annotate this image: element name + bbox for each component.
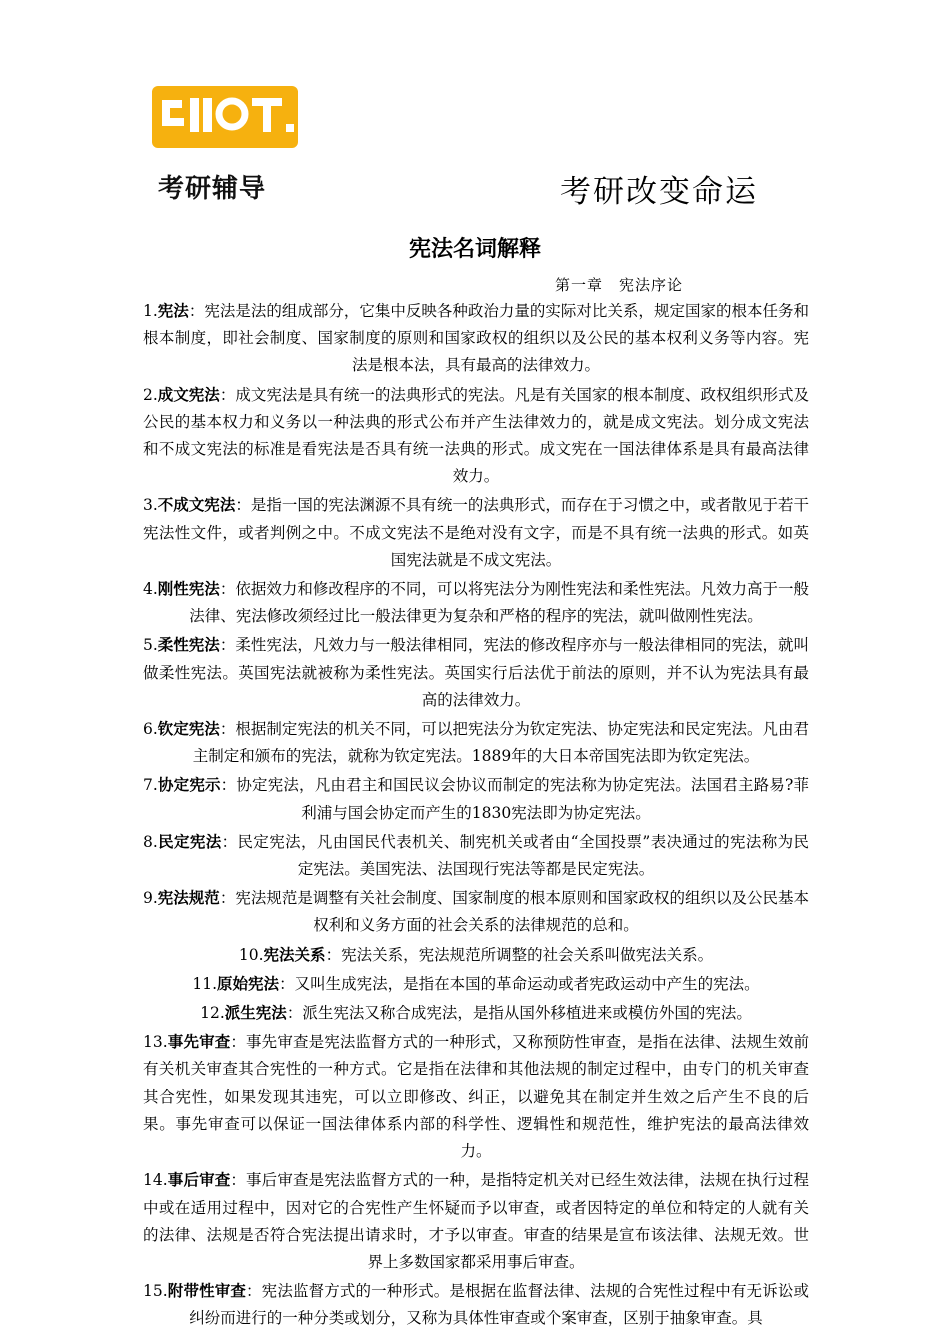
entry-11: 11.原始宪法：又叫生成宪法，是指在本国的革命运动或者宪政运动中产生的宪法。 [192, 974, 760, 993]
entry-text: 宪法规范是调整有关社会制度、国家制度的根本原则和国家政权的组织以及公民基本权利和义务方面的社会关系的法律规范的总和。 [235, 889, 809, 935]
entry-term: 不成文宪法 [157, 496, 236, 515]
entry-text: 依据效力和修改程序的不同，可以将宪法分为刚性宪法和柔性宪法。凡效力高于一般法律、宪法修改须经过比一般法律更为复杂和严格的程序的宪法，就叫做刚性宪法。 [189, 580, 809, 626]
entry-term: 派生宪法 [224, 1004, 287, 1023]
entry-term: 原始宪法 [217, 974, 280, 993]
slogan: 考研改变命运 [560, 174, 758, 210]
entry-text: 宪法监督方式的一种形式。是根据在监督法律、法规的合宪性过程中有无诉讼或纠纷而进行的一种分类或划分，又称为具体性审查或个案审查，区别于抽象审查。具 [189, 1282, 809, 1328]
entry-term: 宪法规范 [157, 889, 220, 908]
entry-text: 派生宪法又称合成宪法，是指从国外移植进来或模仿外国的宪法。 [302, 1004, 752, 1023]
logo [150, 80, 310, 204]
entry-term: 协定宪示 [157, 776, 221, 795]
entry-text: 根据制定宪法的机关不同，可以把宪法分为钦定宪法、协定宪法和民定宪法。凡由君主制定和颁布的宪法，就称为钦定宪法。1889年的大日本帝国宪法即为钦定宪法。 [192, 720, 809, 766]
entry-7: 7.协定宪示：协定宪法，凡由君主和国民议会协议而制定的宪法称为协定宪法。法国君主路易?菲利浦与国会协定而产生的1830宪法即为协定宪法。 [143, 776, 809, 822]
entry-list [143, 298, 809, 1335]
entry-10: 10.宪法关系：宪法关系，宪法规范所调整的社会关系叫做宪法关系。 [238, 945, 714, 964]
entry-2: 2.成文宪法：成文宪法是具有统一的法典形式的宪法。凡是有关国家的根本制度、政权组织形式及公民的基本权力和义务以一种法典的形式公布并产生法律效力的，就是成文宪法。划分成文宪法和不成文宪法的标准是看宪法是否具有统一法典的形式。成文宪在一国法律体系是具有最高法律效力。 [143, 385, 809, 486]
kaicheng-logo-icon [150, 80, 300, 152]
entry-term: 民定宪法 [157, 832, 222, 851]
entry-text: 宪法关系，宪法规范所调整的社会关系叫做宪法关系。 [341, 945, 714, 964]
entry-term: 附带性审查 [167, 1282, 247, 1301]
entry-6: 6.钦定宪法：根据制定宪法的机关不同，可以把宪法分为钦定宪法、协定宪法和民定宪法。凡由君主制定和颁布的宪法，就称为钦定宪法。1889年的大日本帝国宪法即为钦定宪法。 [143, 720, 809, 766]
entry-8: 8.民定宪法：民定宪法，凡由国民代表机关、制宪机关或者由“全国投票”表决通过的宪法称为民定宪法。美国宪法、法国现行宪法等都是民定宪法。 [143, 832, 809, 879]
chapter-heading: 第一章 宪法序论 [555, 276, 684, 294]
entry-15: 15.附带性审查：宪法监督方式的一种形式。是根据在监督法律、法规的合宪性过程中有无诉讼或纠纷而进行的一种分类或划分，又称为具体性审查或个案审查，区别于抽象审查。具 [143, 1282, 809, 1328]
entry-term: 柔性宪法 [157, 636, 220, 655]
entry-term: 钦定宪法 [157, 720, 220, 739]
entry-1: 1.宪法：宪法是法的组成部分，它集中反映各种政治力量的实际对比关系，规定国家的根本任务和根本制度，即社会制度、国家制度的原则和国家政权的组织以及公民的基本权利义务等内容。宪法是根本法，具有最高的法律效力。 [143, 302, 809, 375]
entry-13: 13.事先审查：事先审查是宪法监督方式的一种形式，又称预防性审查，是指在法律、法规生效前有关机关审查其合宪性的一种方式。它是指在法律和其他法规的制定过程中，由专门的机关审查其合宪性，如果发现其违宪，可以立即修改、纠正，以避免其在制定并生效之后产生不良的后果。事先审查可以保证一国法律体系内部的科学性、逻辑性和规范性，维护宪法的最高法律效力。 [143, 1033, 809, 1161]
entry-text: 事后审查是宪法监督方式的一种，是指特定机关对已经生效法律，法规在执行过程中或在适用过程中，因对它的合宪性产生怀疑而予以审查，或者因特定的单位和特定的人就有关的法律、法规是否符合宪法提出请求时，才予以审查。审查的结果是宣布该法律、法规无效。世界上多数国家都采用事后审查。 [143, 1171, 809, 1271]
page-title: 宪法名词解释 [408, 237, 541, 262]
entry-term: 事后审查 [167, 1171, 231, 1190]
entry-text: 成文宪法是具有统一的法典形式的宪法。凡是有关国家的根本制度、政权组织形式及公民的基本权力和义务以一种法典的形式公布并产生法律效力的，就是成文宪法。划分成文宪法和不成文宪法的标准是看宪法是否具有统一法典的形式。成文宪在一国法律体系是具有最高法律效力。 [143, 385, 809, 486]
entry-5: 5.柔性宪法：柔性宪法，凡效力与一般法律相同，宪法的修改程序亦与一般法律相同的宪法，就叫做柔性宪法。英国宪法就被称为柔性宪法。英国实行后法优于前法的原则，并不认为宪法具有最高的法律效力。 [143, 636, 809, 709]
entry-text: 又叫生成宪法，是指在本国的革命运动或者宪政运动中产生的宪法。 [294, 974, 760, 993]
entry-term: 事先审查 [167, 1033, 231, 1052]
entry-text: 宪法是法的组成部分，它集中反映各种政治力量的实际对比关系，规定国家的根本任务和根本制度，即社会制度、国家制度的原则和国家政权的组织以及公民的基本权利义务等内容。宪法是根本法，具有最高的法律效力。 [143, 302, 809, 375]
entry-3: 3.不成文宪法：是指一国的宪法渊源不具有统一的法典形式，而存在于习惯之中，或者散见于若干宪法性文件，或者判例之中。不成文宪法不是绝对没有文字，而是不具有统一法典的形式。如英国宪法就是不成文宪法。 [143, 496, 809, 569]
logo-caption: 考研辅导 [158, 174, 267, 204]
entry-4: 4.刚性宪法：依据效力和修改程序的不同，可以将宪法分为刚性宪法和柔性宪法。凡效力高于一般法律、宪法修改须经过比一般法律更为复杂和严格的程序的宪法，就叫做刚性宪法。 [143, 580, 809, 626]
entry-term: 成文宪法 [157, 385, 220, 404]
entry-text: 柔性宪法，凡效力与一般法律相同，宪法的修改程序亦与一般法律相同的宪法，就叫做柔性宪法。英国宪法就被称为柔性宪法。英国实行后法优于前法的原则，并不认为宪法具有最高的法律效力。 [143, 636, 809, 709]
entry-term: 宪法关系 [263, 945, 326, 964]
entry-12: 12.派生宪法：派生宪法又称合成宪法，是指从国外移植进来或模仿外国的宪法。 [200, 1004, 752, 1023]
entry-text: 协定宪法，凡由君主和国民议会协议而制定的宪法称为协定宪法。法国君主路易?菲利浦与国会协定而产生的1830宪法即为协定宪法。 [236, 776, 809, 822]
entry-text: 民定宪法，凡由国民代表机关、制宪机关或者由“全国投票”表决通过的宪法称为民定宪法。美国宪法、法国现行宪法等都是民定宪法。 [237, 832, 809, 879]
entry-9: 9.宪法规范：宪法规范是调整有关社会制度、国家制度的根本原则和国家政权的组织以及公民基本权利和义务方面的社会关系的法律规范的总和。 [143, 889, 809, 935]
entry-term: 宪法 [157, 302, 189, 320]
entry-14: 14.事后审查：事后审查是宪法监督方式的一种，是指特定机关对已经生效法律，法规在执行过程中或在适用过程中，因对它的合宪性产生怀疑而予以审查，或者因特定的单位和特定的人就有关的法律、法规是否符合宪法提出请求时，才予以审查。审查的结果是宣布该法律、法规无效。世界上多数国家都采用事后审查。 [143, 1171, 809, 1271]
entry-text: 事先审查是宪法监督方式的一种形式，又称预防性审查，是指在法律、法规生效前有关机关审查其合宪性的一种方式。它是指在法律和其他法规的制定过程中，由专门的机关审查其合宪性，如果发现其违宪，可以立即修改、纠正，以避免其在制定并生效之后产生不良的后果。事先审查可以保证一国法律体系内部的科学性、逻辑性和规范性，维护宪法的最高法律效力。 [143, 1033, 809, 1161]
entry-text: 是指一国的宪法渊源不具有统一的法典形式，而存在于习惯之中，或者散见于若干宪法性文件，或者判例之中。不成文宪法不是绝对没有文字，而是不具有统一法典的形式。如英国宪法就是不成文宪法。 [143, 496, 809, 569]
entry-term: 刚性宪法 [157, 580, 220, 599]
